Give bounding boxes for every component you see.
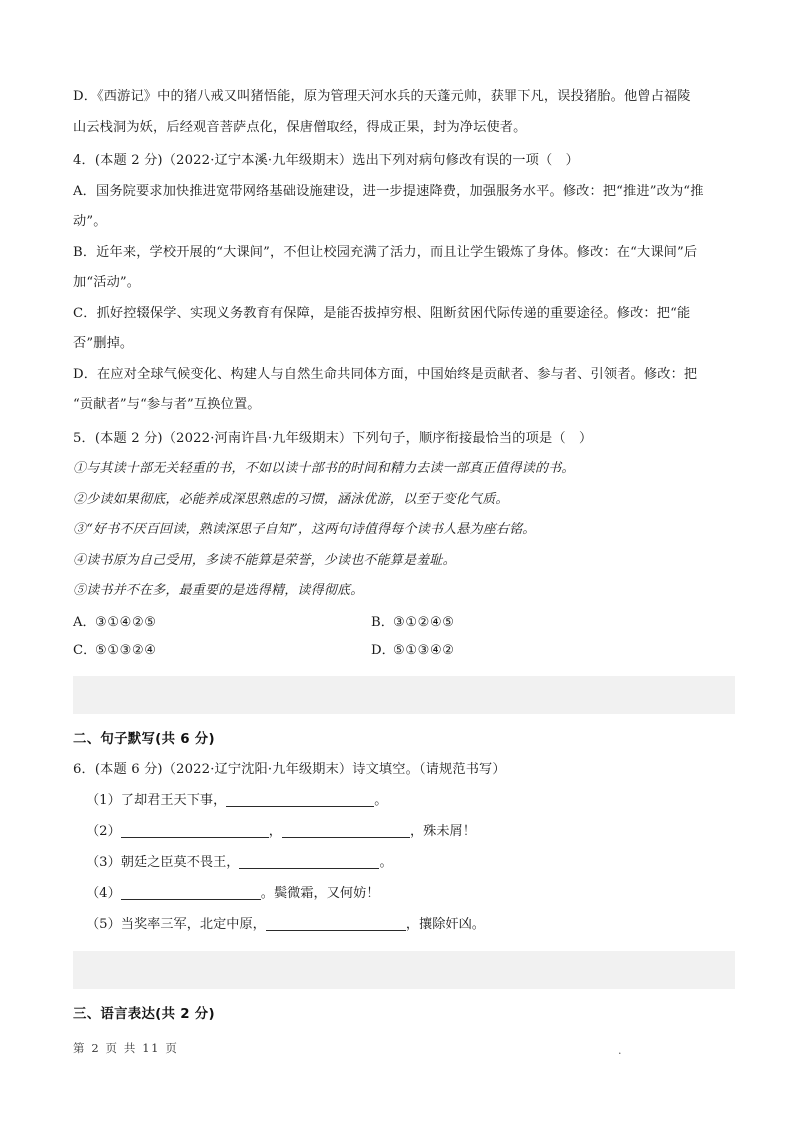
question-6-blank-3[interactable] <box>73 847 735 878</box>
question-5-item-1: ①与其读十部无关轻重的书，不如以读十部书的时间和精力去读一部真正值得读的书。 <box>73 461 575 476</box>
page-content <box>73 82 735 1030</box>
blank-5-number: （5） <box>86 917 121 932</box>
blank-2-after: ，殊未屑！ <box>409 824 476 839</box>
choice-b-letter: B． <box>371 614 394 630</box>
choice-c-text: ⑤①③②④ <box>95 642 157 658</box>
blank-1-number: （1） <box>86 793 121 808</box>
footer-page-label: 第 2 页 共 11 页 <box>73 1041 179 1055</box>
blank-3-underline[interactable] <box>239 854 379 869</box>
blank-1-before: 了却君王天下事， <box>120 793 227 808</box>
blank-5-after: ，攘除奸凶。 <box>405 917 485 932</box>
question-4-option-b-line2: 加“活动”。 <box>73 275 141 290</box>
choice-d-letter: D． <box>371 642 395 658</box>
question-5-choice-c[interactable] <box>73 637 371 665</box>
choice-d-text: ⑤①③④② <box>393 642 455 658</box>
choice-row-ab <box>73 609 735 637</box>
question-5-choice-a[interactable] <box>73 609 371 637</box>
answer-space-question-6[interactable] <box>73 951 735 989</box>
question-4-option-d-line1: D．在应对全球气候变化、构建人与自然生命共同体方面，中国始终是贡献者、参与者、引领者。修改：把 <box>73 366 698 382</box>
question-6-blank-2[interactable] <box>73 816 735 847</box>
blank-3-number: （3） <box>86 855 121 870</box>
question-4-option-b-line1: B．近年来，学校开展的“大课间”，不但让校园充满了活力，而且让学生锻炼了身体。修改：在“大课间”后 <box>73 244 698 260</box>
blank-2-number: （2） <box>86 824 121 839</box>
question-5-choice-d[interactable] <box>371 637 455 665</box>
blank-4-underline[interactable] <box>121 885 261 900</box>
blank-1-after: 。 <box>374 793 388 808</box>
question-5-choice-b[interactable] <box>371 609 455 637</box>
blank-2-mid: ， <box>268 824 282 839</box>
question-4-stem: 4．(本题 2 分)（2022·辽宁本溪·九年级期末）选出下列对病句修改有误的一项（ ） <box>73 153 579 168</box>
question-6-stem: 6．(本题 6 分)（2022·辽宁沈阳·九年级期末）诗文填空。（请规范书写） <box>73 761 506 777</box>
question-6-blank-4[interactable] <box>73 878 735 909</box>
blank-1-underline[interactable] <box>226 792 374 807</box>
question-6-blank-5[interactable] <box>73 909 735 940</box>
blank-5-underline[interactable] <box>266 916 406 931</box>
q3-option-d-line1: D．《西游记》中的猪八戒又叫猪悟能，原为管理天河水兵的天蓬元帅，获罪下凡，误投猪胎。他曾占福陵 <box>73 89 691 104</box>
question-5-stem: 5．(本题 2 分)（2022·河南许昌·九年级期末）下列句子，顺序衔接最恰当的项是（ ） <box>73 430 593 446</box>
question-5-choices <box>73 609 735 665</box>
question-5-item-4: ④读书原为自己受用，多读不能算是荣誉，少读也不能算是羞耻。 <box>73 552 456 568</box>
choice-row-cd <box>73 637 735 665</box>
choice-a-text: ③①④②⑤ <box>95 614 157 630</box>
question-4-option-d-line2: “贡献者”与“参与者”互换位置。 <box>73 397 261 412</box>
choice-a-letter: A． <box>73 614 96 630</box>
blank-2-underline-a[interactable] <box>121 823 269 838</box>
blank-4-number: （4） <box>86 886 121 901</box>
question-4-option-a-line1: A．国务院要求加快推进宽带网络基础设施建设，进一步提速降费，加强服务水平。修改：把“推进”改为“推 <box>73 183 704 199</box>
blank-4-after: 。鬓微霜，又何妨！ <box>260 886 380 901</box>
question-5-item-5: ⑤读书并不在多，最重要的是选得精，读得彻底。 <box>73 583 364 598</box>
q3-option-d-line2: 山云栈洞为妖，后经观音菩萨点化，保唐僧取经，得成正果，封为净坛使者。 <box>73 119 527 135</box>
blank-2-underline-b[interactable] <box>282 823 410 838</box>
question-4-option-c-line1: C．抓好控辍保学、实现义务教育有保障，是能否拔掉穷根、阻断贫困代际传递的重要途径。修改：把“能 <box>73 305 691 321</box>
blank-3-before: 朝廷之臣莫不畏王， <box>120 855 240 870</box>
page-footer <box>73 1040 735 1056</box>
section-heading-2: 二、句子默写(共 6 分) <box>73 731 215 747</box>
question-5-item-3: ③“好书不厌百回读，熟读深思子自知”，这两句诗值得每个读书人悬为座右铭。 <box>73 522 536 537</box>
question-6-blank-1[interactable] <box>73 785 735 816</box>
question-5-item-2: ②少读如果彻底，必能养成深思熟虑的习惯，涵泳优游，以至于变化气质。 <box>73 491 509 507</box>
footer-dot-mark: . <box>618 1044 622 1057</box>
answer-space-question-5[interactable] <box>73 676 735 714</box>
choice-b-text: ③①②④⑤ <box>393 614 455 630</box>
question-4-option-c-line2: 否”删掉。 <box>73 336 134 351</box>
blank-5-before: 当奖率三军，北定中原， <box>120 917 266 932</box>
question-4-option-a-line2: 动”。 <box>73 214 107 229</box>
choice-c-letter: C． <box>73 642 97 658</box>
blank-3-after: 。 <box>379 855 393 870</box>
section-heading-3: 三、语言表达(共 2 分) <box>73 1007 215 1022</box>
